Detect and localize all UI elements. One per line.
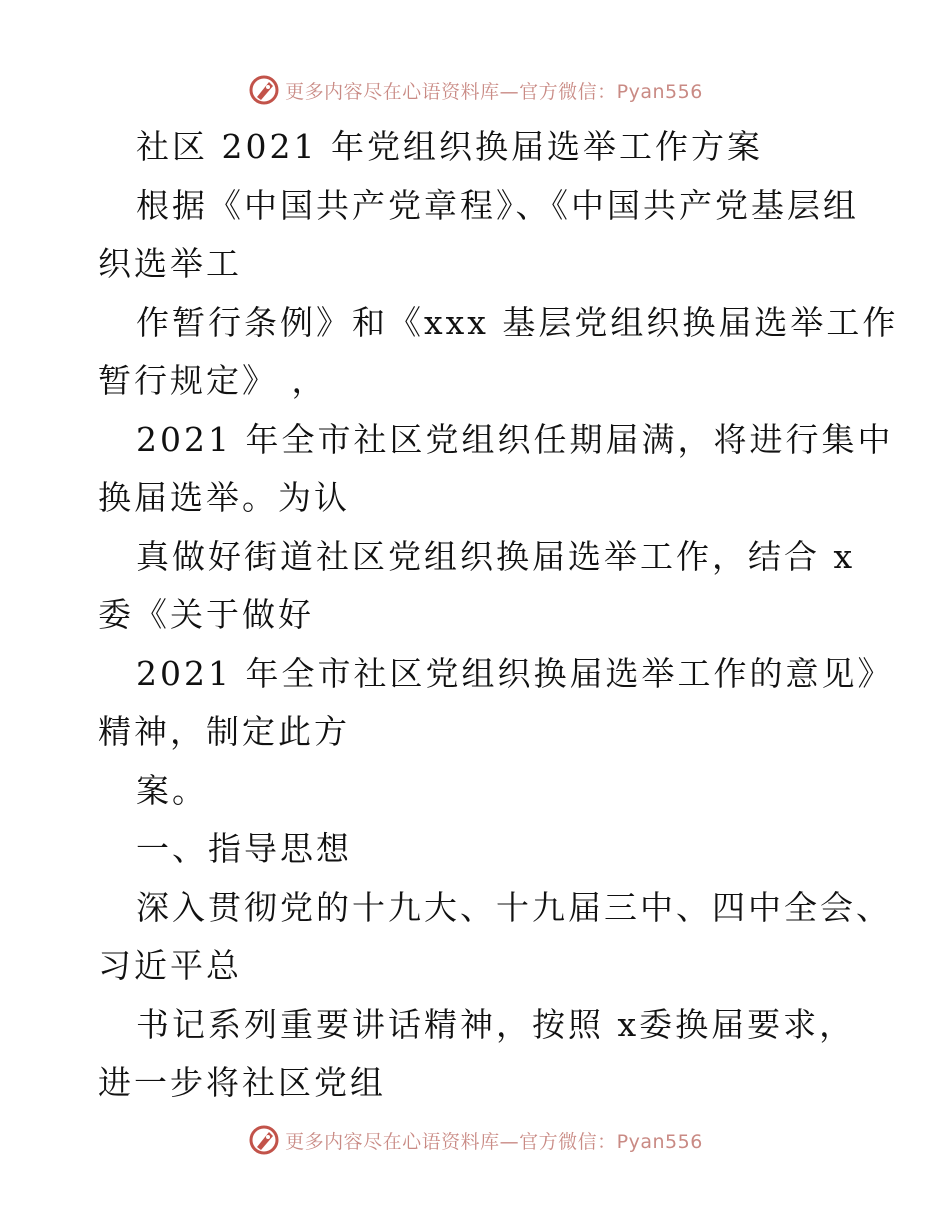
paragraph-line: 织选举工 <box>98 244 242 283</box>
paragraph-line: 2021 年全市社区党组织任期届满，将进行集中 <box>136 419 894 459</box>
paragraph-line: 根据《中国共产党章程》、《中国共产党基层组 <box>136 185 859 225</box>
paragraph-line: 委《关于做好 <box>98 595 314 634</box>
footer-watermark-banner <box>0 1120 950 1160</box>
paragraph-line: 暂行规定》 ， <box>98 361 328 400</box>
paragraph-line: 习近平总 <box>98 946 242 985</box>
paragraph-line: 精神，制定此方 <box>98 712 350 751</box>
paragraph-line: 2021 年全市社区党组织换届选举工作的意见》 <box>136 653 894 693</box>
section-heading: 一、指导思想 <box>136 829 352 868</box>
document-title: 社区 2021 年党组织换届选举工作方案 <box>136 127 763 166</box>
paragraph-line: 进一步将社区党组 <box>98 1063 386 1102</box>
document-body <box>98 118 899 1113</box>
paragraph-line: 真做好街道社区党组织换届选举工作，结合 x <box>136 536 856 576</box>
paragraph-line: 作暂行条例》和《xxx 基层党组织换届选举工作 <box>136 302 899 342</box>
footer-watermark-text: 更多内容尽在心语资料库—官方微信：Pyan556 <box>285 1130 703 1153</box>
paragraph-line: 换届选举。为认 <box>98 478 350 517</box>
pen-nib-circle-icon <box>247 1123 281 1157</box>
paragraph-line: 深入贯彻党的十九大、十九届三中、四中全会、 <box>136 887 892 927</box>
pen-nib-circle-icon <box>247 73 281 107</box>
header-watermark-text: 更多内容尽在心语资料库—官方微信：Pyan556 <box>285 80 703 103</box>
paragraph-line: 案。 <box>136 770 208 810</box>
header-watermark-banner <box>0 70 950 110</box>
paragraph-line: 书记系列重要讲话精神，按照 x委换届要求， <box>136 1004 856 1044</box>
